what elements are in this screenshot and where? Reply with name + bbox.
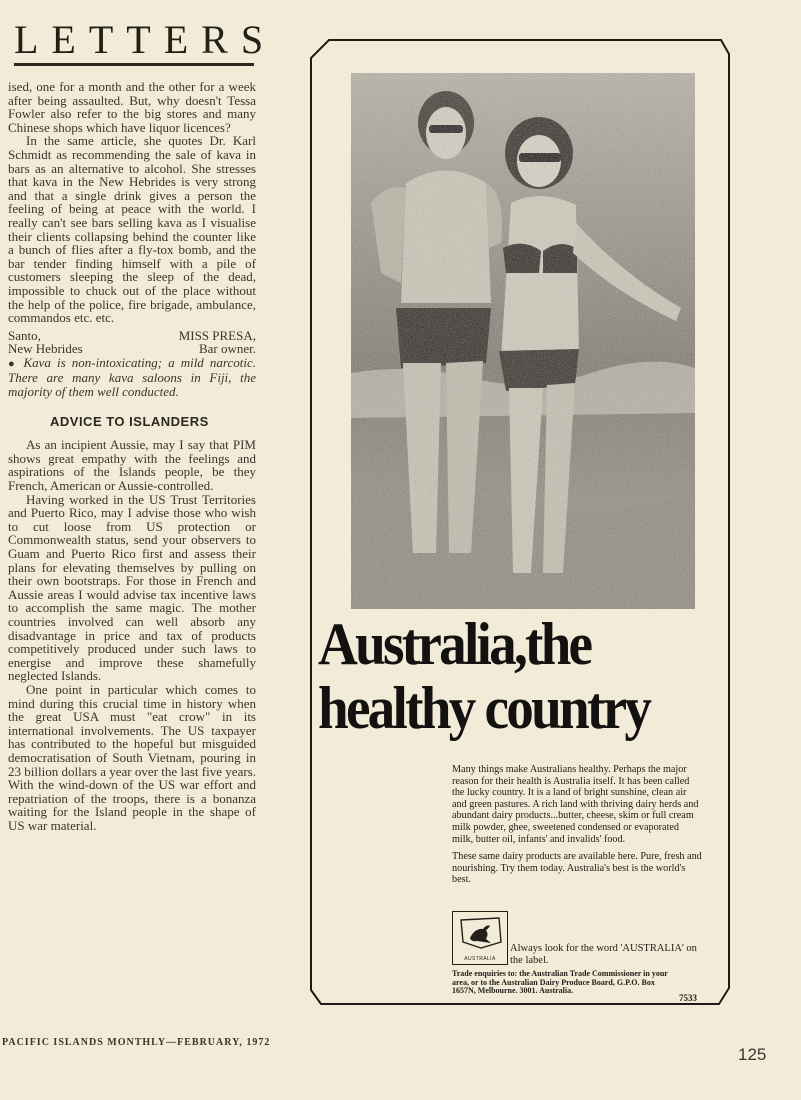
page-number: 125 [738, 1045, 767, 1064]
section-masthead: LETTERS [14, 17, 277, 62]
ad-trade-enquiries: Trade enquiries to: the Australian Trade Commissioner in your area, or to the Australian Dairy Produce Board, G.P.O. Box 1657N, Melbourne. 3001. Australia. [452, 969, 668, 996]
logo-label: AUSTRALIA [464, 956, 496, 962]
ad-body-paragraph: These same dairy products are available here. Pure, fresh and nourishing. Try them today. Australia's best is the world's best. [452, 851, 702, 886]
page-footer: PACIFIC ISLANDS MONTHLY—FEBRUARY, 1972 [2, 1037, 271, 1048]
signature-place: Santo, [8, 327, 41, 343]
australia-kangaroo-logo [452, 911, 508, 965]
signature-place: New Hebrides [8, 341, 83, 357]
signature-name: MISS PRESA, [178, 327, 256, 343]
bullet-icon: ● [8, 357, 18, 370]
letters-column [8, 80, 256, 832]
kangaroo-icon [453, 912, 507, 954]
signature-role: Bar owner. [198, 341, 256, 357]
letter-signature [8, 329, 256, 356]
ad-body [452, 764, 702, 892]
letter-heading: ADVICE TO ISLANDERS [50, 413, 209, 429]
letter-paragraph: As an incipient Aussie, may I say that PIM shows great empathy with the feelings and aspirations of the Islands people, be they French, American or Aussie-controlled. [8, 437, 256, 494]
ad-headline-line1: Australia,the [318, 611, 591, 677]
ad-headline [318, 612, 695, 740]
editor-note [8, 356, 256, 399]
beach-photo-image [351, 73, 695, 609]
ad-body-paragraph: Many things make Australians healthy. Perhaps the major reason for their health is Australia itself. It has been called the lucky country. It is a land of bright sunshine, clean air and green pastures. A rich land with thriving dairy herds and abundant dairy products...butter, cheese, skim or full cream milk powder, ghee, sweetened condensed or evaporated milk, butter oil, infants' and invalids' food. [452, 764, 699, 845]
ad-code: 7533 [679, 993, 697, 1003]
ad-logo-caption: Always look for the word 'AUSTRALIA' on the label. [510, 943, 697, 966]
letter-paragraph: Having worked in the US Trust Territories and Puerto Rico, may I advise those who wish to cut loose from US protection or Commonwealth status, send your observers to Guam and Puerto Rico first and assess their plans for elevating themselves by pulling on their own bootstraps. For those in French and Aussie areas I would advise tax incentive laws to accomplish the same magic. The mother countries involved can well absorb any disadvantage in price and tax of products competitively produced under such laws to energise and improve these shamefully neglected Islands. [8, 491, 256, 684]
ad-photo-couple-beach [351, 73, 695, 609]
masthead-rule [14, 63, 254, 66]
letter-paragraph: In the same article, she quotes Dr. Karl Schmidt as recommending the sale of kava in bars as an alternative to alcohol. She stresses that kava in the New Hebrides is very strong and that a single drink gives a person the feeling of being at peace with the world. I really can't see bars selling kava as I visualise their clients collapsing behind the counter like a bunch of flies after a fly-tox bomb, and the bar tender finding himself with a pile of customers sleeping the sleep of the dead, impossible to chuck out of the place without the help of the police, fire brigade, ambulance, commandos etc. etc. [8, 133, 256, 326]
letter-paragraph: One point in particular which comes to mind during this crucial time in history when the great USA must "eat crow" in its international involvements. The US taxpayer has contributed to the hopeful but misguided democratisation of South Vietnam, pouring in 23 billion dollars a year over the last five years. With the wind-down of the US war effort and repatriation of the troops, there is a bonanza waiting for the Island people in the shape of US war material. [8, 681, 256, 833]
editor-note-text: Kava is non-intoxicating; a mild narcotic. There are many kava saloons in Fiji, the majority of them well conducted. [8, 354, 256, 400]
letter-paragraph: ised, one for a month and the other for a week after being assaulted. But, why doesn't Tessa Fowler also refer to the big stores and many Chinese shops which have liquor licences? [8, 79, 256, 135]
ad-headline-line2: healthy country [318, 675, 650, 741]
